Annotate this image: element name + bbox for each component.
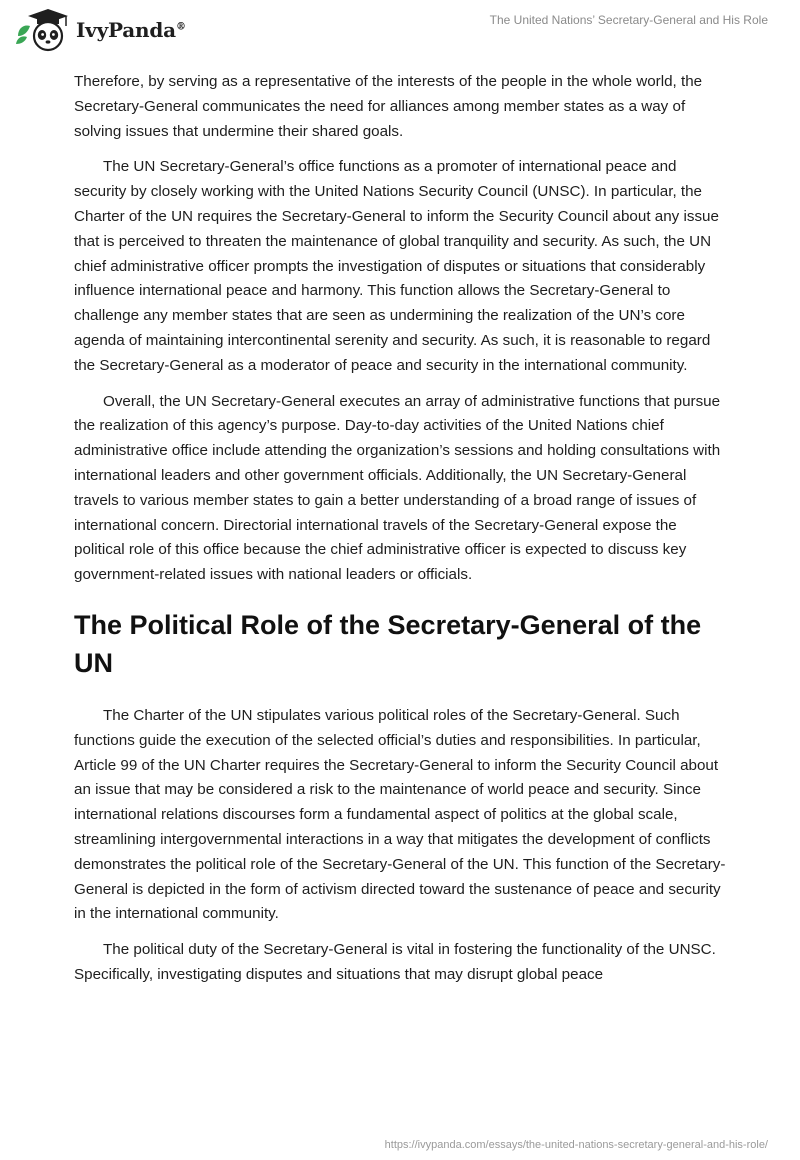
paragraph: The Charter of the UN stipulates various political roles of the Secretary-General. Such functions guide the execution of the selected official’s duties and responsibilities. In particular, Article 99 of the UN Charter requires the Secretary-General to inform the Security Council about an issue that may be considered a risk to the maintenance of world peace and security. Since international relations discourses form a fundamental aspect of politics at the global scale, streamlining intergovernmental interactions in a way that mitigates the development of conflicts demonstrates the political role of the Secretary-General of the UN. This function of the Secretary-General is depicted in the form of activism directed toward the sustenance of peace and security in the international community. xyxy=(74,706,726,923)
logo-wordmark: IvyPanda® xyxy=(76,18,186,42)
paragraph: Therefore, by serving as a representative of the interests of the people in the whole world, the Secretary-General communicates the need for alliances among member states as a way of solving issues that undermine their shared goals. xyxy=(74,73,703,140)
essay-body xyxy=(74,70,726,999)
ivypanda-logo[interactable] xyxy=(14,8,186,52)
paragraph: The political duty of the Secretary-General is vital in fostering the functionality of the UNSC. Specifically, investigating disputes and situations that may disrupt global peace xyxy=(74,941,716,983)
paragraph: The UN Secretary-General’s office functions as a promoter of international peace and security by closely working with the United Nations Security Council (UNSC). In particular, the Charter of the UN requires the Secretary-General to inform the Security Council about any issue that is perceived to threaten the maintenance of global tranquility and security. As such, the UN chief administrative officer prompts the investigation of disputes or situations that considerably influence international peace and harmony. This function allows the Secretary-General to challenge any member states that are seen as undermining the realization of the UN’s core agenda of maintaining intercontinental serenity and security. As such, it is reasonable to regard the Secretary-General as a moderator of peace and security in the international community. xyxy=(74,158,719,374)
source-url[interactable]: https://ivypanda.com/essays/the-united-nations-secretary-general-and-his-role/ xyxy=(384,1139,768,1151)
document-title: The United Nations’ Secretary-General and His Role xyxy=(489,13,768,27)
panda-mascot-icon xyxy=(14,8,72,52)
section-heading: The Political Role of the Secretary-General of the UN xyxy=(74,609,702,678)
page-header xyxy=(0,0,800,60)
paragraph: Overall, the UN Secretary-General executes an array of administrative functions that pursue the realization of this agency’s purpose. Day-to-day activities of the United Nations chief administrative office include attending the organization’s sessions and holding consultations with international leaders and other government officials. Additionally, the UN Secretary-General travels to various member states to gain a better understanding of a broad range of issues of international concern. Directorial international travels of the Secretary-General expose the political role of this office because the chief administrative officer is expected to discuss key government-related issues with national leaders or officials. xyxy=(74,392,721,584)
